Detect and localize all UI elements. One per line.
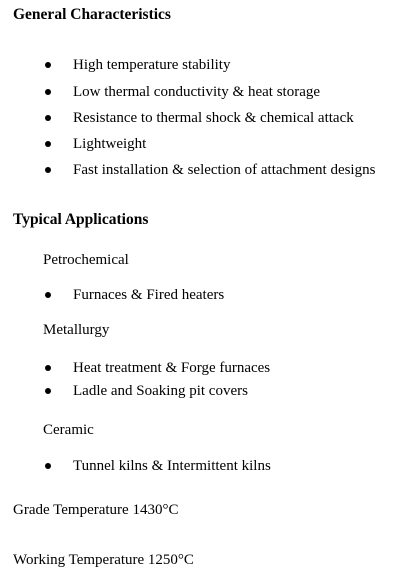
bullet-icon bbox=[45, 292, 51, 298]
general-item-3: Resistance to thermal shock & chemical attack bbox=[73, 110, 354, 126]
bullet-icon bbox=[45, 62, 51, 68]
group-ceramic: Ceramic bbox=[43, 422, 94, 438]
general-item-5: Fast installation & selection of attachment designs bbox=[73, 162, 376, 178]
bullet-icon bbox=[45, 89, 51, 95]
working-temperature: Working Temperature 1250°C bbox=[13, 552, 194, 568]
bullet-icon bbox=[45, 365, 51, 371]
grade-temperature: Grade Temperature 1430°C bbox=[13, 502, 179, 518]
general-characteristics-heading: General Characteristics bbox=[13, 6, 171, 23]
group-petrochemical: Petrochemical bbox=[43, 252, 129, 268]
metallurgy-item-2: Ladle and Soaking pit covers bbox=[73, 383, 248, 399]
general-item-1: High temperature stability bbox=[73, 57, 231, 73]
ceramic-item-1: Tunnel kilns & Intermittent kilns bbox=[73, 458, 271, 474]
petrochemical-item-1: Furnaces & Fired heaters bbox=[73, 287, 225, 303]
group-metallurgy: Metallurgy bbox=[43, 322, 110, 338]
general-item-2: Low thermal conductivity & heat storage bbox=[73, 84, 321, 100]
typical-applications-heading: Typical Applications bbox=[13, 211, 149, 228]
general-item-4: Lightweight bbox=[73, 136, 147, 152]
bullet-icon bbox=[45, 115, 51, 121]
bullet-icon bbox=[45, 167, 51, 173]
bullet-icon bbox=[45, 463, 51, 469]
bullet-icon bbox=[45, 141, 51, 147]
metallurgy-item-1: Heat treatment & Forge furnaces bbox=[73, 360, 271, 376]
bullet-icon bbox=[45, 388, 51, 394]
